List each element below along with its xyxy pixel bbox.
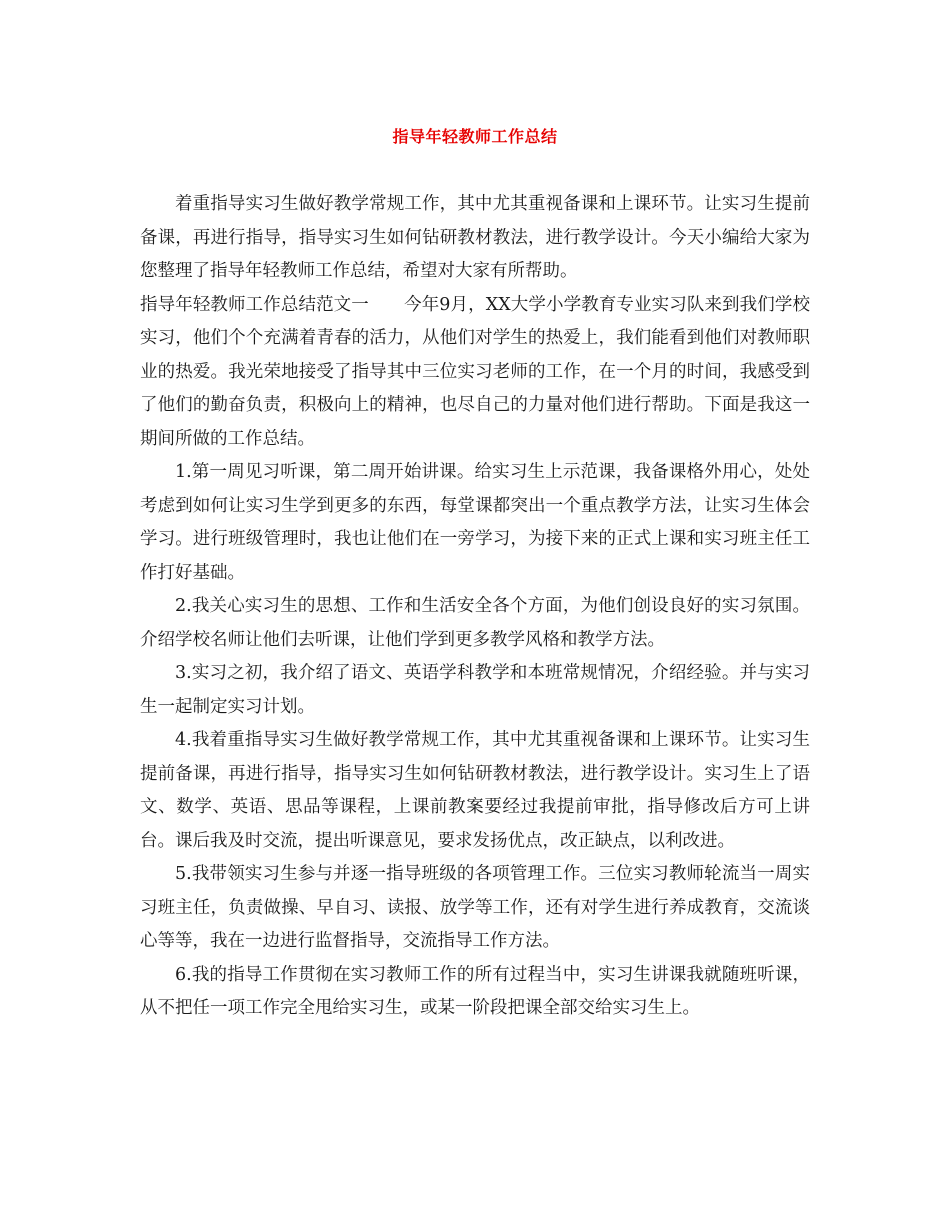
paragraph-example-one: 指导年轻教师工作总结范文一 今年9月，XX大学小学教育专业实习队来到我们学校实习，他们个个充满着青春的活力，从他们对学生的热爱上，我们能看到他们对教师职业的热爱。我光荣地接受了指导其中三位实习老师的工作，在一个月的时间，我感受到了他们的勤奋负责，积极向上的精神，也尽自己的力量对他们进行帮助。下面是我这一期间所做的工作总结。 xyxy=(140,294,810,449)
paragraph-item-6: 6.我的指导工作贯彻在实习教师工作的所有过程当中，实习生讲课我就随班听课，从不把任一项工作完全甩给实习生，或某一阶段把课全部交给实习生上。 xyxy=(140,964,810,1018)
paragraph-item-3: 3.实习之初，我介绍了语文、英语学科教学和本班常规情况，介绍经验。并与实习生一起制定实习计划。 xyxy=(140,663,810,717)
paragraph-item-1: 1.第一周见习听课，第二周开始讲课。给实习生上示范课，我备课格外用心，处处考虑到如何让实习生学到更多的东西，每堂课都突出一个重点教学方法，让实习生体会学习。进行班级管理时，我也让他们在一旁学习，为接下来的正式上课和实习班主任工作打好基础。 xyxy=(140,462,810,583)
paragraph-intro: 着重指导实习生做好教学常规工作，其中尤其重视备课和上课环节。让实习生提前备课，再进行指导，指导实习生如何钻研教材教法，进行教学设计。今天小编给大家为您整理了指导年轻教师工作总结，希望对大家有所帮助。 xyxy=(140,194,810,281)
paragraph-item-5: 5.我带领实习生参与并逐一指导班级的各项管理工作。三位实习教师轮流当一周实习班主任，负责做操、早自习、读报、放学等工作，还有对学生进行养成教育，交流谈心等等，我在一边进行监督指导，交流指导工作方法。 xyxy=(140,864,810,951)
paragraph-item-2: 2.我关心实习生的思想、工作和生活安全各个方面，为他们创设良好的实习氛围。介绍学校名师让他们去听课，让他们学到更多教学风格和教学方法。 xyxy=(140,596,810,650)
document-title: 指导年轻教师工作总结 xyxy=(392,127,558,146)
document-body xyxy=(140,188,810,1026)
paragraph-item-4: 4.我着重指导实习生做好教学常规工作，其中尤其重视备课和上课环节。让实习生提前备课，再进行指导，指导实习生如何钻研教材教法，进行教学设计。实习生上了语文、数学、英语、思品等课程，上课前教案要经过我提前审批，指导修改后方可上讲台。课后我及时交流，提出听课意见，要求发扬优点，改正缺点，以利改进。 xyxy=(140,730,810,851)
